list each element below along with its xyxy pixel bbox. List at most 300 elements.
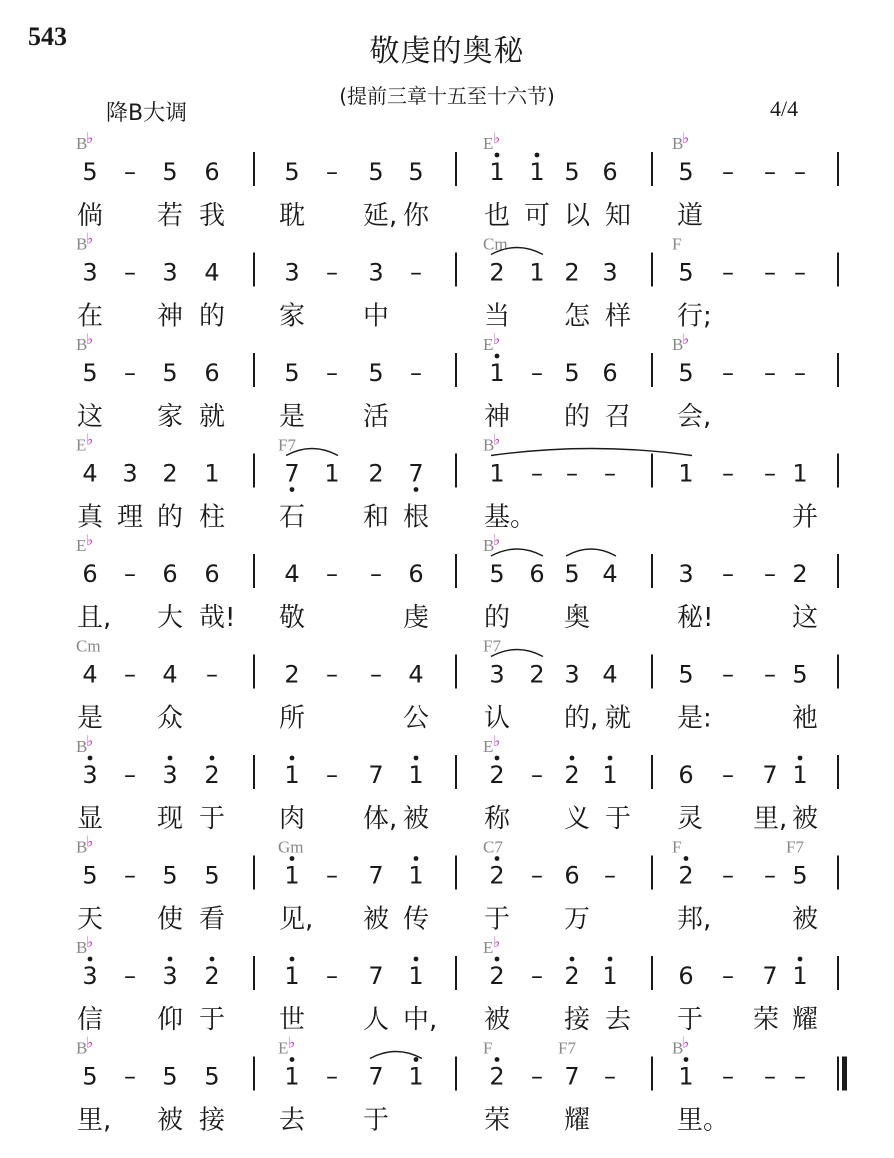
lyric-syllable: 样: [605, 301, 632, 332]
octave-up-dot: [798, 957, 803, 962]
note: 3: [162, 761, 178, 789]
lyric-syllable: 我: [199, 201, 226, 231]
dash: –: [326, 761, 338, 789]
chord-symbol: Cm: [483, 234, 508, 254]
note: 1: [284, 1062, 300, 1091]
flat-sign: ♭: [86, 229, 94, 248]
dash: –: [531, 761, 543, 789]
octave-up-dot: [290, 756, 295, 761]
octave-up-dot: [608, 756, 613, 761]
lyric-syllable: 道: [677, 201, 704, 231]
octave-up-dot: [210, 756, 215, 761]
note: 4: [408, 660, 424, 689]
lyric-syllable: 中,: [403, 1005, 438, 1035]
chord-symbol: B: [76, 938, 88, 957]
lyric-syllable: 公: [403, 703, 430, 734]
dash: –: [722, 761, 734, 789]
note: 1: [602, 761, 618, 789]
chord-symbol: F7: [278, 435, 296, 455]
lyric-syllable: 现: [157, 804, 184, 834]
octave-up-dot: [495, 957, 500, 962]
lyric-syllable: 接: [564, 1005, 591, 1035]
lyric-syllable: 人: [363, 1005, 390, 1035]
lyric-syllable: 传: [403, 904, 430, 935]
note: 1: [489, 158, 505, 186]
chord-symbol: F: [672, 234, 682, 254]
dash: –: [124, 1062, 136, 1091]
lyric-syllable: 天: [77, 904, 104, 935]
note: 2: [489, 962, 505, 990]
flat-sign: ♭: [493, 330, 501, 348]
lyric-syllable: 于: [199, 804, 226, 834]
lyric-syllable: 真: [77, 502, 104, 533]
note: 5: [678, 660, 694, 689]
chord-symbol: F: [672, 837, 682, 857]
note: 5: [678, 359, 694, 387]
dash: –: [764, 158, 776, 186]
lyric-syllable: 于: [677, 1005, 704, 1035]
note: 7: [762, 761, 778, 789]
dash: –: [531, 1062, 543, 1091]
chord-symbol: F7: [483, 636, 501, 656]
note: 3: [122, 459, 138, 488]
note: 1: [408, 861, 424, 890]
flat-sign: ♭: [493, 129, 501, 147]
lyric-syllable: 倘: [77, 201, 104, 231]
lyric-syllable: 的: [157, 502, 184, 533]
note: 7: [368, 962, 384, 990]
flat-sign: ♭: [86, 330, 94, 348]
lyric-syllable: 可: [524, 201, 551, 231]
lyric-syllable: 以: [564, 201, 591, 231]
dash: –: [794, 1062, 806, 1091]
dash: –: [722, 258, 734, 287]
note: 5: [162, 861, 178, 890]
dash: –: [722, 962, 734, 990]
dash: –: [326, 962, 338, 990]
flat-sign: ♭: [288, 1033, 296, 1052]
flat-sign: ♭: [493, 732, 501, 750]
lyric-syllable: 义: [564, 804, 591, 834]
chord-symbol: B: [76, 234, 88, 254]
dash: –: [531, 359, 543, 387]
lyric-syllable: 使: [157, 904, 184, 935]
lyric-syllable: 祂: [792, 703, 819, 734]
octave-up-dot: [535, 153, 540, 158]
lyric-syllable: 于: [484, 904, 511, 935]
note: 2: [489, 1062, 505, 1091]
lyric-syllable: 这: [792, 603, 819, 633]
lyric-syllable: 是:: [677, 703, 712, 734]
lyric-syllable: 秘!: [677, 603, 714, 633]
flat-sign: ♭: [682, 129, 690, 147]
lyric-syllable: 耀: [792, 1005, 819, 1035]
note: 5: [792, 660, 808, 689]
note: 7: [284, 459, 300, 488]
dash: –: [124, 962, 136, 990]
note: 3: [284, 258, 300, 287]
note: 6: [204, 158, 220, 186]
lyric-syllable: 也: [484, 201, 511, 231]
note: 5: [204, 1062, 220, 1091]
dash: –: [604, 861, 616, 890]
lyric-syllable: 认: [484, 703, 511, 734]
octave-down-dot: [414, 487, 419, 492]
flat-sign: ♭: [493, 933, 501, 951]
note: 2: [368, 459, 384, 488]
note: 3: [82, 962, 98, 990]
octave-up-dot: [414, 957, 419, 962]
note: 5: [82, 158, 98, 186]
note: 7: [368, 761, 384, 789]
note: 5: [82, 1062, 98, 1091]
dash: –: [722, 459, 734, 488]
note: 5: [204, 861, 220, 890]
flat-sign: ♭: [493, 430, 501, 449]
lyric-syllable: 敬: [279, 603, 306, 633]
octave-up-dot: [798, 756, 803, 761]
lyric-syllable: 虔: [403, 603, 430, 633]
note: 3: [602, 258, 618, 287]
scripture-reference: (提前三章十五至十六节): [339, 84, 555, 108]
note: 2: [564, 258, 580, 287]
lyric-syllable: 被: [403, 804, 430, 834]
octave-up-dot: [168, 756, 173, 761]
dash: –: [604, 1062, 616, 1091]
lyric-syllable: 灵: [677, 804, 704, 834]
note: 5: [792, 861, 808, 890]
note: 5: [162, 158, 178, 186]
dash: –: [326, 258, 338, 287]
chord-symbol: C7: [483, 837, 503, 857]
note: 3: [162, 962, 178, 990]
chord-symbol: E: [483, 737, 494, 756]
note: 2: [204, 962, 220, 990]
note: 5: [678, 158, 694, 186]
octave-up-dot: [414, 756, 419, 761]
note: 1: [792, 761, 808, 789]
dash: –: [764, 459, 776, 488]
note: 1: [324, 459, 340, 488]
note: 1: [529, 158, 545, 186]
octave-up-dot: [684, 856, 689, 861]
lyric-syllable: 世: [279, 1005, 306, 1035]
dash: –: [370, 560, 382, 588]
dash: –: [410, 258, 422, 287]
note: 1: [408, 962, 424, 990]
dash: –: [206, 660, 218, 689]
note: 6: [602, 359, 618, 387]
lyric-syllable: 且,: [77, 603, 112, 633]
octave-down-dot: [290, 487, 295, 492]
octave-up-dot: [570, 957, 575, 962]
dash: –: [722, 359, 734, 387]
note: 6: [408, 560, 424, 588]
dash: –: [124, 660, 136, 689]
lyric-syllable: 这: [77, 402, 104, 432]
lyric-syllable: 在: [77, 301, 104, 332]
lyric-syllable: 的,: [564, 703, 599, 734]
note: 2: [529, 660, 545, 689]
dash: –: [326, 359, 338, 387]
lyric-syllable: 会,: [677, 402, 712, 432]
dash: –: [410, 359, 422, 387]
note: 2: [204, 761, 220, 789]
chord-symbol: B: [672, 134, 684, 153]
octave-up-dot: [290, 957, 295, 962]
chord-symbol: B: [672, 335, 684, 354]
chord-symbol: Gm: [278, 837, 304, 857]
lyric-syllable: 仰: [157, 1005, 184, 1035]
hymn-number: 543: [28, 22, 67, 51]
lyric-syllable: 神: [157, 301, 184, 332]
dash: –: [764, 560, 776, 588]
final-barline: [842, 1057, 847, 1091]
slur: [370, 1052, 422, 1059]
dash: –: [531, 861, 543, 890]
note: 4: [82, 459, 98, 488]
chord-symbol: B: [76, 737, 88, 756]
lyric-syllable: 被: [363, 904, 390, 935]
note: 3: [564, 660, 580, 689]
chord-symbol: F7: [558, 1038, 576, 1058]
note: 1: [408, 761, 424, 789]
lyric-syllable: 见,: [279, 904, 314, 935]
lyric-syllable: 知: [605, 201, 632, 231]
octave-up-dot: [495, 354, 500, 359]
note: 3: [82, 258, 98, 287]
note: 5: [162, 359, 178, 387]
flat-sign: ♭: [86, 129, 94, 147]
lyric-syllable: 里。: [677, 1105, 730, 1136]
note: 6: [162, 560, 178, 588]
note: 6: [564, 861, 580, 890]
note: 2: [678, 861, 694, 890]
lyric-syllable: 活: [363, 402, 390, 432]
lyric-syllable: 信: [77, 1005, 104, 1035]
note: 2: [284, 660, 300, 689]
chord-symbol: F7: [786, 837, 804, 857]
lyric-syllable: 家: [157, 402, 184, 432]
note: 2: [489, 761, 505, 789]
note: 4: [162, 660, 178, 689]
dash: –: [124, 258, 136, 287]
note: 2: [564, 761, 580, 789]
slur: [491, 549, 543, 556]
slur: [491, 449, 692, 456]
lyric-syllable: 召: [605, 402, 632, 432]
chord-symbol: Cm: [76, 636, 101, 656]
lyric-syllable: 行;: [677, 301, 712, 332]
dash: –: [604, 459, 616, 488]
chord-symbol: B: [76, 134, 88, 153]
flat-sign: ♭: [86, 732, 94, 750]
lyric-syllable: 基。: [484, 502, 537, 533]
dash: –: [566, 459, 578, 488]
lyric-syllable: 大: [157, 603, 184, 633]
note: 3: [489, 660, 505, 689]
note: 4: [602, 560, 618, 588]
note: 5: [162, 1062, 178, 1091]
dash: –: [124, 861, 136, 890]
lyric-syllable: 荣: [753, 1005, 780, 1035]
note: 5: [564, 560, 580, 588]
note: 5: [82, 861, 98, 890]
lyric-syllable: 延,: [363, 201, 398, 231]
octave-up-dot: [495, 856, 500, 861]
chord-symbol: E: [483, 335, 494, 354]
dash: –: [722, 861, 734, 890]
note: 5: [284, 359, 300, 387]
lyric-syllable: 被: [792, 804, 819, 834]
lyric-syllable: 看: [199, 904, 226, 935]
chord-symbol: B: [76, 837, 88, 857]
lyric-syllable: 里,: [77, 1105, 112, 1136]
note: 5: [82, 359, 98, 387]
lyric-syllable: 你: [403, 201, 430, 231]
dash: –: [326, 660, 338, 689]
dash: –: [326, 861, 338, 890]
note: 7: [564, 1062, 580, 1091]
lyric-syllable: 怎: [564, 301, 591, 332]
note: 1: [284, 761, 300, 789]
time-signature: 4/4: [770, 96, 799, 121]
dash: –: [124, 560, 136, 588]
octave-up-dot: [88, 756, 93, 761]
note: 1: [204, 459, 220, 488]
lyric-syllable: 去: [279, 1105, 306, 1136]
flat-sign: ♭: [493, 531, 501, 549]
octave-up-dot: [608, 957, 613, 962]
note: 4: [204, 258, 220, 287]
chord-symbol: E: [483, 938, 494, 957]
dash: –: [531, 459, 543, 488]
lyric-syllable: 被: [157, 1105, 184, 1136]
lyric-syllable: 万: [564, 904, 591, 935]
chord-symbol: B: [76, 335, 88, 354]
slur: [566, 549, 616, 556]
octave-up-dot: [495, 1057, 500, 1062]
lyric-syllable: 被: [484, 1005, 511, 1035]
lyric-syllable: 的: [199, 301, 226, 332]
note: 1: [529, 258, 545, 287]
lyric-syllable: 的: [484, 603, 511, 633]
lyric-syllable: 荣: [484, 1105, 511, 1136]
dash: –: [326, 158, 338, 186]
lyric-syllable: 奥: [564, 603, 591, 633]
octave-up-dot: [88, 957, 93, 962]
lyric-syllable: 根: [403, 502, 430, 533]
lyric-syllable: 当: [484, 301, 511, 332]
note: 3: [678, 560, 694, 588]
lyric-syllable: 于: [363, 1105, 390, 1136]
flat-sign: ♭: [86, 933, 94, 951]
note: 4: [602, 660, 618, 689]
lyric-syllable: 显: [77, 804, 104, 834]
chord-symbol: E: [76, 536, 87, 555]
dash: –: [326, 1062, 338, 1091]
lyric-syllable: 里,: [753, 804, 788, 834]
chord-symbol: E: [278, 1038, 289, 1058]
note: 6: [82, 560, 98, 588]
note: 1: [408, 1062, 424, 1091]
lyric-syllable: 是: [77, 703, 104, 734]
note: 5: [489, 560, 505, 588]
lyric-syllable: 的: [564, 402, 591, 432]
dash: –: [794, 258, 806, 287]
lyric-syllable: 是: [279, 402, 306, 432]
lyric-syllable: 石: [279, 502, 306, 533]
lyric-syllable: 肉: [279, 804, 306, 834]
lyric-syllable: 就: [605, 703, 632, 734]
note: 6: [602, 158, 618, 186]
note: 3: [162, 258, 178, 287]
octave-up-dot: [168, 957, 173, 962]
dash: –: [124, 359, 136, 387]
lyric-syllable: 去: [605, 1005, 632, 1035]
note: 1: [792, 962, 808, 990]
note: 1: [678, 459, 694, 488]
note: 1: [489, 359, 505, 387]
note: 4: [82, 660, 98, 689]
lyric-syllable: 神: [484, 402, 511, 432]
flat-sign: ♭: [86, 531, 94, 549]
note: 1: [678, 1062, 694, 1091]
flat-sign: ♭: [86, 1033, 94, 1052]
lyric-syllable: 柱: [199, 502, 226, 533]
dash: –: [722, 158, 734, 186]
dash: –: [722, 560, 734, 588]
note: 3: [368, 258, 384, 287]
note: 6: [678, 761, 694, 789]
dash: –: [370, 660, 382, 689]
note: 6: [204, 359, 220, 387]
dash: –: [124, 761, 136, 789]
note: 2: [792, 560, 808, 588]
flat-sign: ♭: [86, 430, 94, 449]
lyric-syllable: 耀: [564, 1105, 591, 1136]
lyric-syllable: 所: [279, 703, 306, 734]
lyric-syllable: 理: [117, 502, 144, 533]
octave-up-dot: [290, 856, 295, 861]
lyric-syllable: 被: [792, 904, 819, 935]
note: 7: [408, 459, 424, 488]
octave-up-dot: [414, 1057, 419, 1062]
chord-symbol: B: [483, 536, 495, 555]
note: 1: [489, 459, 505, 488]
note: 5: [564, 359, 580, 387]
note: 5: [284, 158, 300, 186]
octave-up-dot: [290, 1057, 295, 1062]
note: 1: [602, 962, 618, 990]
dash: –: [764, 258, 776, 287]
note: 6: [204, 560, 220, 588]
dash: –: [764, 359, 776, 387]
lyric-syllable: 并: [792, 502, 819, 533]
note: 2: [489, 861, 505, 890]
lyric-syllable: 邦,: [677, 904, 712, 935]
lyric-syllable: 和: [363, 502, 390, 533]
lyric-syllable: 接: [199, 1105, 226, 1136]
note: 5: [678, 258, 694, 287]
note: 2: [564, 962, 580, 990]
octave-up-dot: [414, 856, 419, 861]
chord-symbol: B: [76, 1038, 88, 1058]
note: 7: [368, 861, 384, 890]
dash: –: [764, 660, 776, 689]
dash: –: [124, 158, 136, 186]
lyric-syllable: 就: [199, 402, 226, 432]
